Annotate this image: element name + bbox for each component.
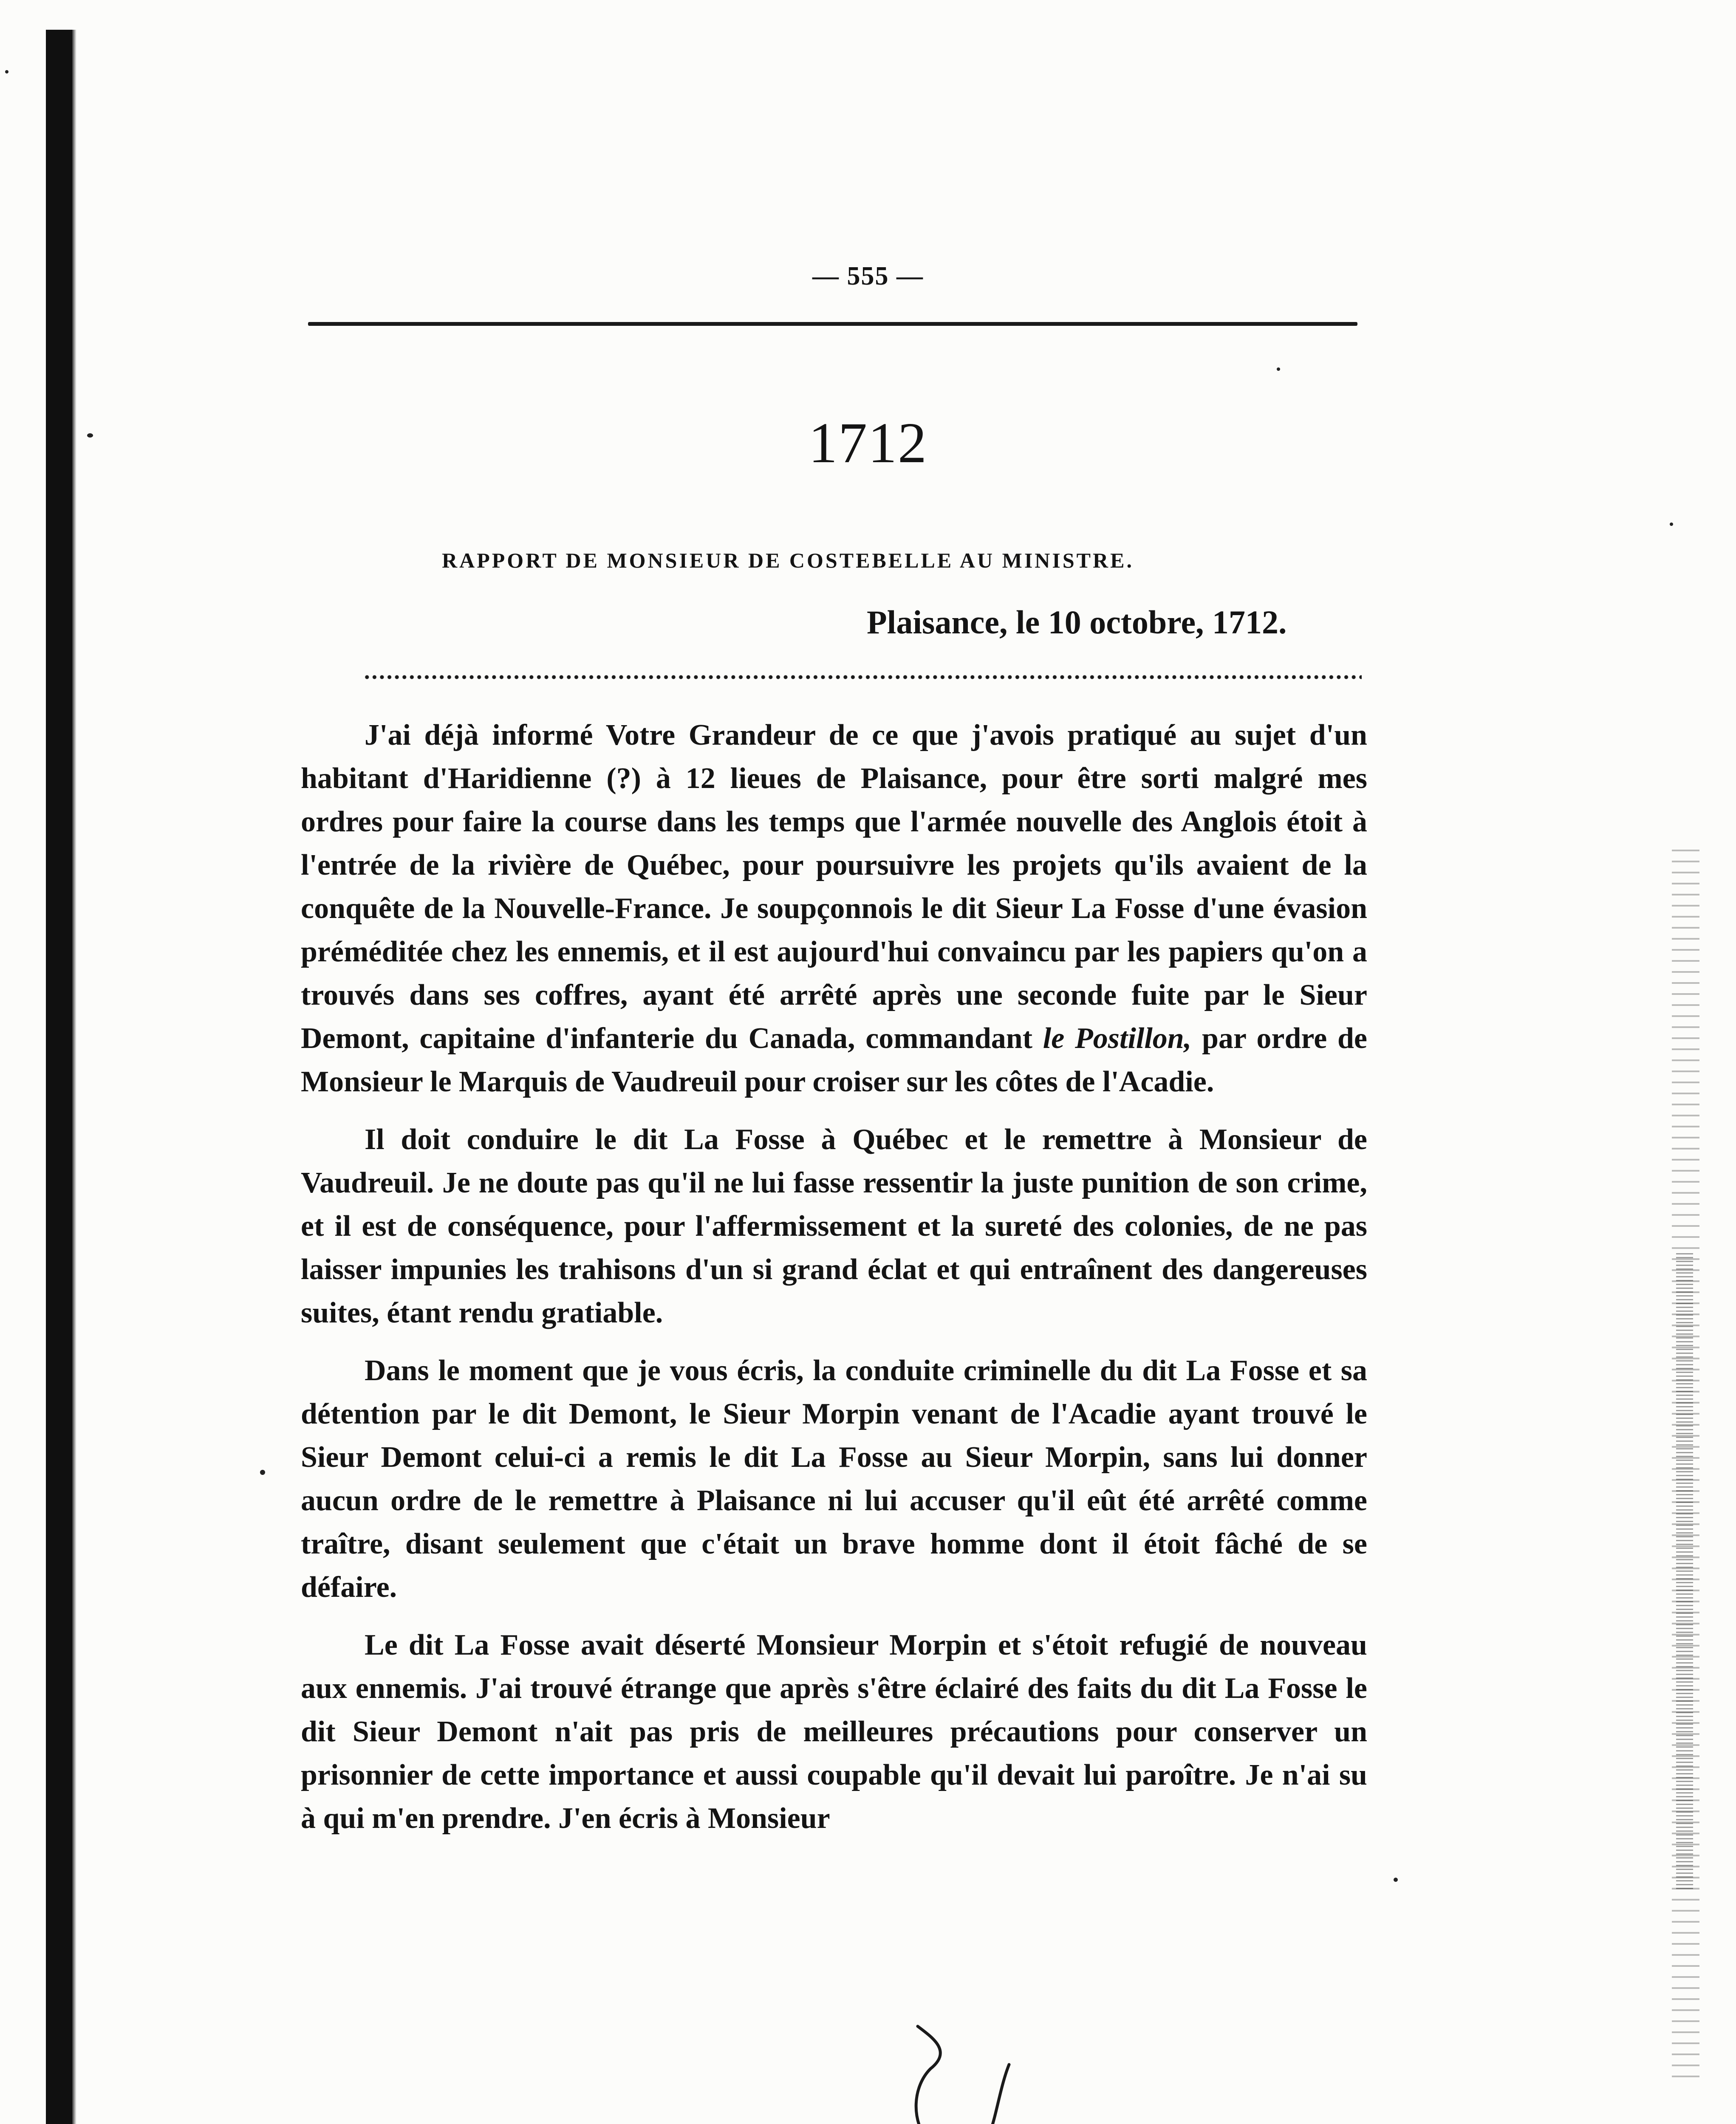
binding-strip xyxy=(46,30,72,2124)
scan-speck xyxy=(1670,523,1673,526)
binding-shadow xyxy=(72,30,76,2124)
scan-speck xyxy=(1277,367,1280,371)
header-rule xyxy=(308,322,1357,326)
scan-speck xyxy=(87,433,93,438)
ship-name-italic: le Postillon, xyxy=(1043,1022,1192,1055)
year-heading: 1712 xyxy=(809,411,927,475)
ellipsis-dotted-line xyxy=(363,675,1362,680)
dateline: Plaisance, le 10 octobre, 1712. xyxy=(867,604,1287,641)
paragraph-2: Il doit conduire le dit La Fosse à Québec et le remettre à Monsieur de Vaudreuil. Je ne doute pas qu'il ne lui fasse ressentir la juste punition de son crime, et il est de conséquence, pour l'affermissement et la sureté des colonies, de ne pas laisser impunies les trahisons d'un si grand éclat et qui entraînent des dangereuses suites, étant rendu gratiable. xyxy=(301,1123,1367,1329)
paragraph-4: Le dit La Fosse avait déserté Monsieur Morpin et s'étoit refugié de nouveau aux ennemis. J'ai trouvé étrange que après s'être éclairé des faits du dit La Fosse le dit Sieur Demont n'ait pas pris de meilleures précautions pour conserver un prisonnier de cette importance et aussi coupable qu'il devait lui paroître. Je n'ai su à qui m'en prendre. J'en écris à Monsieur xyxy=(301,1629,1367,1835)
report-title: RAPPORT DE MONSIEUR DE COSTEBELLE AU MINISTRE. xyxy=(442,548,1134,572)
scan-speck xyxy=(1394,1878,1398,1882)
scan-speck xyxy=(260,1470,265,1475)
document-body xyxy=(301,714,1367,1855)
scan-margin-noise-dense xyxy=(1676,1253,1693,1890)
scan-speck xyxy=(5,70,8,73)
paragraph-3: Dans le moment que je vous écris, la conduite criminelle du dit La Fosse et sa détention par le dit Demont, le Sieur Morpin venant de l'Acadie ayant trouvé le Sieur Demont celui-ci a remis le dit La Fosse au Sieur Morpin, sans lui donner aucun ordre de le remettre à Plaisance ni lui accuser qu'il eût été arrêté comme traître, disant seulement que c'était un brave homme dont il étoit fâché de se défaire. xyxy=(301,1354,1367,1604)
paragraph-1-text-end: par ordre de Monsieur le Marquis de Vaudreuil pour croiser sur les côtes de l'Acadie. xyxy=(301,1022,1367,1098)
paragraph-1 xyxy=(301,714,1367,1104)
paragraph-1-text-start: J'ai déjà informé Votre Grandeur de ce que j'avois pratiqué au sujet d'un habitant d'Haridienne (?) à 12 lieues de Plaisance, pour être sorti malgré mes ordres pour faire la course dans les temps que l'armée nouvelle des Anglois étoit à l'entrée de la rivière de Québec, pour poursuivre les projets qu'ils avaient de la conquête de la Nouvelle-France. Je soupçonnois le dit Sieur La Fosse d'une évasion préméditée chez les ennemis, et il est aujourd'hui convaincu par les papiers qu'on a trouvés dans ses coffres, ayant été arrêté après une seconde fuite par le Sieur Demont, capitaine d'infanterie du Canada, commandant xyxy=(301,719,1367,1055)
pencil-mark-drawing xyxy=(905,2022,1041,2124)
page-number: — 555 — xyxy=(812,262,924,291)
